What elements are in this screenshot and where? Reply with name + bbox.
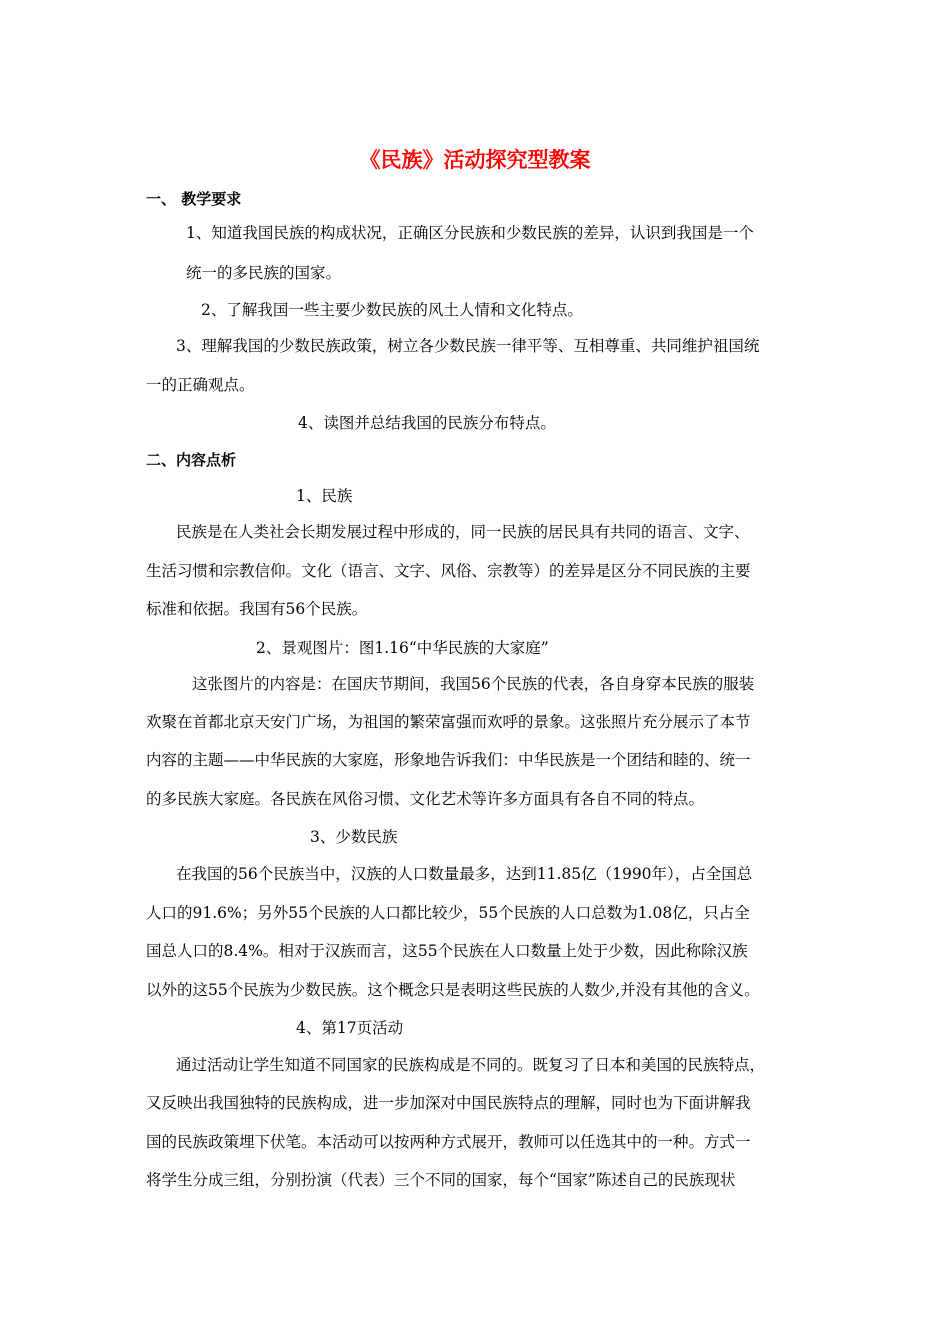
paragraph-line: 1、知道我国民族的构成状况，正确区分民族和少数民族的差异，认识到我国是一个 bbox=[186, 224, 754, 242]
paragraph-line: 内容的主题——中华民族的大家庭，形象地告诉我们：中华民族是一个团结和睦的、统一 bbox=[146, 751, 751, 769]
subsection-heading: 4、第17页活动 bbox=[296, 1019, 404, 1037]
subsection-heading: 2、景观图片：图1.16“中华民族的大家庭” bbox=[256, 639, 549, 657]
subsection-heading: 3、少数民族 bbox=[310, 828, 398, 846]
paragraph-line: 4、读图并总结我国的民族分布特点。 bbox=[298, 414, 556, 432]
paragraph-line: 在我国的56个民族当中，汉族的人口数量最多，达到11.85亿（1990年），占全国总 bbox=[176, 865, 753, 883]
paragraph-line: 2、了解我国一些主要少数民族的风土人情和文化特点。 bbox=[201, 301, 583, 319]
paragraph-line: 通过活动让学生知道不同国家的民族构成是不同的。既复习了日本和美国的民族特点， bbox=[176, 1056, 766, 1074]
paragraph-line: 标准和依据。我国有56个民族。 bbox=[146, 600, 368, 618]
paragraph-line: 生活习惯和宗教信仰。文化（语言、文字、风俗、宗教等）的差异是区分不同民族的主要 bbox=[146, 562, 751, 580]
paragraph-line: 将学生分成三组，分别扮演（代表）三个不同的国家，每个“国家”陈述自己的民族现状 bbox=[146, 1171, 736, 1189]
paragraph-line: 人口的91.6%；另外55个民族的人口都比较少，55个民族的人口总数为1.08亿，只占全 bbox=[146, 904, 750, 922]
paragraph-line: 以外的这55个民族为少数民族。这个概念只是表明这些民族的人数少,并没有其他的含义。 bbox=[146, 981, 760, 999]
paragraph-line: 统一的多民族的国家。 bbox=[186, 264, 342, 282]
paragraph-line: 这张图片的内容是：在国庆节期间，我国56个民族的代表，各自身穿本民族的服装 bbox=[192, 675, 755, 693]
paragraph-line: 一的正确观点。 bbox=[146, 376, 255, 394]
paragraph-line: 国的民族政策埋下伏笔。本活动可以按两种方式展开，教师可以任选其中的一种。方式一 bbox=[146, 1133, 751, 1151]
paragraph-line: 国总人口的8.4%。相对于汉族而言，这55个民族在人口数量上处于少数，因此称除汉族 bbox=[146, 942, 748, 960]
document-title: 《民族》活动探究型教案 bbox=[359, 148, 591, 172]
section-heading-teaching-requirements: 一、 教学要求 bbox=[146, 190, 242, 208]
section-heading-content-analysis: 二、内容点析 bbox=[146, 451, 237, 469]
subsection-heading: 1、民族 bbox=[296, 487, 353, 505]
paragraph-line: 3、理解我国的少数民族政策，树立各少数民族一律平等、互相尊重、共同维护祖国统 bbox=[176, 337, 760, 355]
paragraph-line: 的多民族大家庭。各民族在风俗习惯、文化艺术等许多方面具有各自不同的特点。 bbox=[146, 790, 705, 808]
paragraph-line: 民族是在人类社会长期发展过程中形成的，同一民族的居民具有共同的语言、文字、 bbox=[176, 523, 750, 541]
paragraph-line: 欢聚在首都北京天安门广场，为祖国的繁荣富强而欢呼的景象。这张照片充分展示了本节 bbox=[146, 713, 751, 731]
paragraph-line: 又反映出我国独特的民族构成，进一步加深对中国民族特点的理解，同时也为下面讲解我 bbox=[146, 1094, 751, 1112]
